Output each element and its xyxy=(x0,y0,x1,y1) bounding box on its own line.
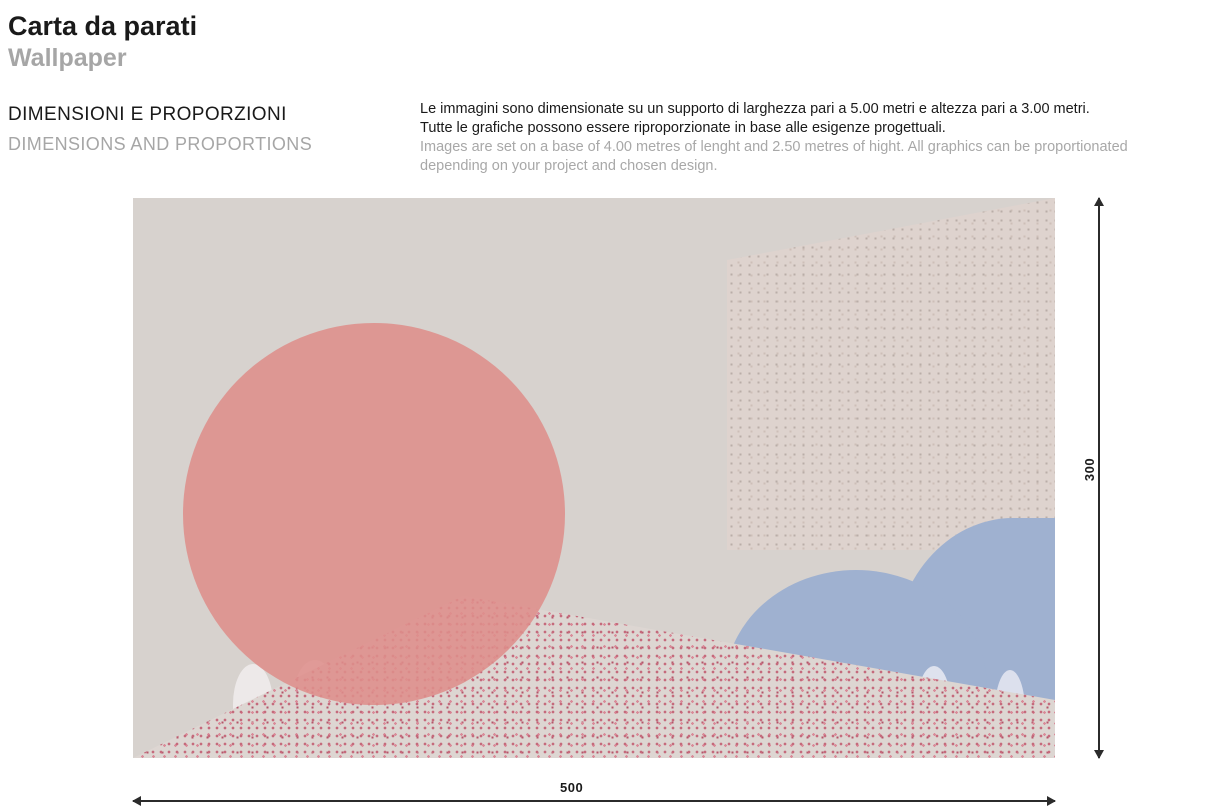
dimension-arrow-vertical xyxy=(1098,198,1100,758)
dimension-arrow-horizontal xyxy=(133,800,1055,802)
section-title-en: DIMENSIONS AND PROPORTIONS xyxy=(8,134,313,154)
wallpaper-artwork-preview xyxy=(133,198,1055,758)
description-it-line2: Tutte le grafiche possono essere riproporzionate in base alle esigenze progettuali. xyxy=(420,120,946,136)
section-heading-block xyxy=(8,103,312,156)
description-it-line1: Le immagini sono dimensionate su un supporto di larghezza pari a 5.00 metri e altezza pari a 3.00 metri. xyxy=(420,101,1090,117)
page-subtitle: Wallpaper xyxy=(8,44,127,72)
artwork-speckle-panel xyxy=(727,198,1055,550)
title-block xyxy=(8,10,197,73)
description-en-line2: depending on your project and chosen design. xyxy=(420,158,718,174)
description-block xyxy=(420,100,1215,176)
section-title-it: DIMENSIONI E PROPORZIONI xyxy=(8,104,287,125)
artwork-pink-circle xyxy=(183,323,565,705)
description-en-line1: Images are set on a base of 4.00 metres of lenght and 2.50 metres of hight. All graphics can be proportionated xyxy=(420,139,1128,155)
page-title: Carta da parati xyxy=(8,11,198,41)
dimension-label-width: 500 xyxy=(560,780,584,795)
dimension-label-height: 300 xyxy=(1082,457,1098,482)
